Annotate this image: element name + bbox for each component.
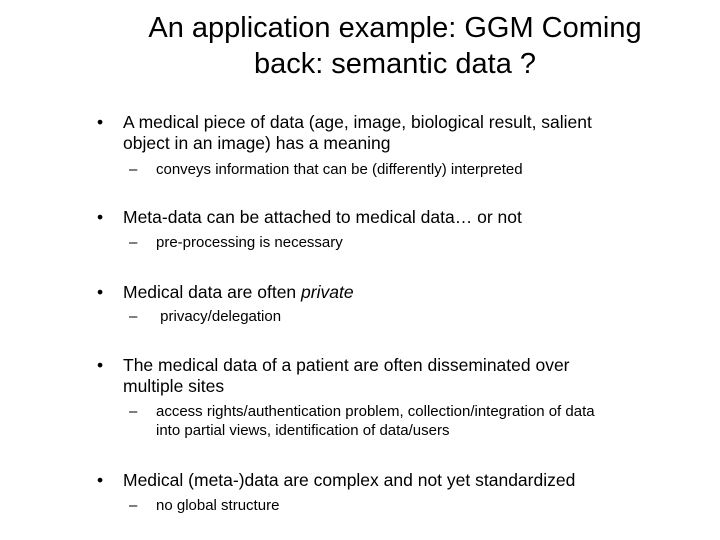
title-line-1: An application example: GGM Coming: [148, 12, 642, 44]
sub-dash: –: [129, 234, 138, 251]
bullet-5-text: Medical (meta-)data are complex and not yet standardized: [123, 470, 576, 490]
bullet-4-line-1: The medical data of a patient are often disseminated over: [123, 355, 570, 375]
bullet-3-text: [123, 282, 354, 303]
bullet-dot: •: [97, 112, 104, 132]
bullet-5-sub-text: no global structure: [156, 497, 280, 514]
bullet-1-line-1: A medical piece of data (age, image, biological result, salient: [123, 112, 592, 132]
bullet-1-sub-text: conveys information that can be (differently) interpreted: [156, 161, 523, 178]
sub-dash: –: [129, 161, 138, 178]
bullet-4-sub-line-1: access rights/authentication problem, collection/integration of data: [156, 403, 595, 420]
slide-title: [100, 10, 690, 82]
sub-dash: –: [129, 308, 138, 325]
bullet-dot: •: [97, 470, 104, 490]
bullet-2-text: Meta-data can be attached to medical data… or not: [123, 207, 522, 227]
bullet-3-text-plain: Medical data are often: [123, 282, 302, 302]
bullet-4-text: [123, 355, 570, 397]
bullet-3-text-italic: private: [301, 282, 354, 302]
bullet-dot: •: [97, 207, 104, 227]
bullet-4-sub-text: [156, 402, 595, 440]
sub-dash: –: [129, 497, 138, 514]
bullet-1-line-2: object in an image) has a meaning: [123, 133, 391, 153]
bullet-3-sub-text: privacy/delegation: [156, 308, 282, 325]
title-line-2: back: semantic data ?: [253, 48, 537, 80]
bullet-1-text: [123, 112, 592, 154]
bullet-2-sub-text: pre-processing is necessary: [156, 234, 343, 251]
bullet-dot: •: [97, 355, 104, 375]
bullet-4-line-2: multiple sites: [123, 376, 225, 396]
bullet-4-sub-line-2: into partial views, identification of data/users: [156, 422, 450, 439]
bullet-dot: •: [97, 282, 104, 302]
sub-dash: –: [129, 403, 138, 420]
